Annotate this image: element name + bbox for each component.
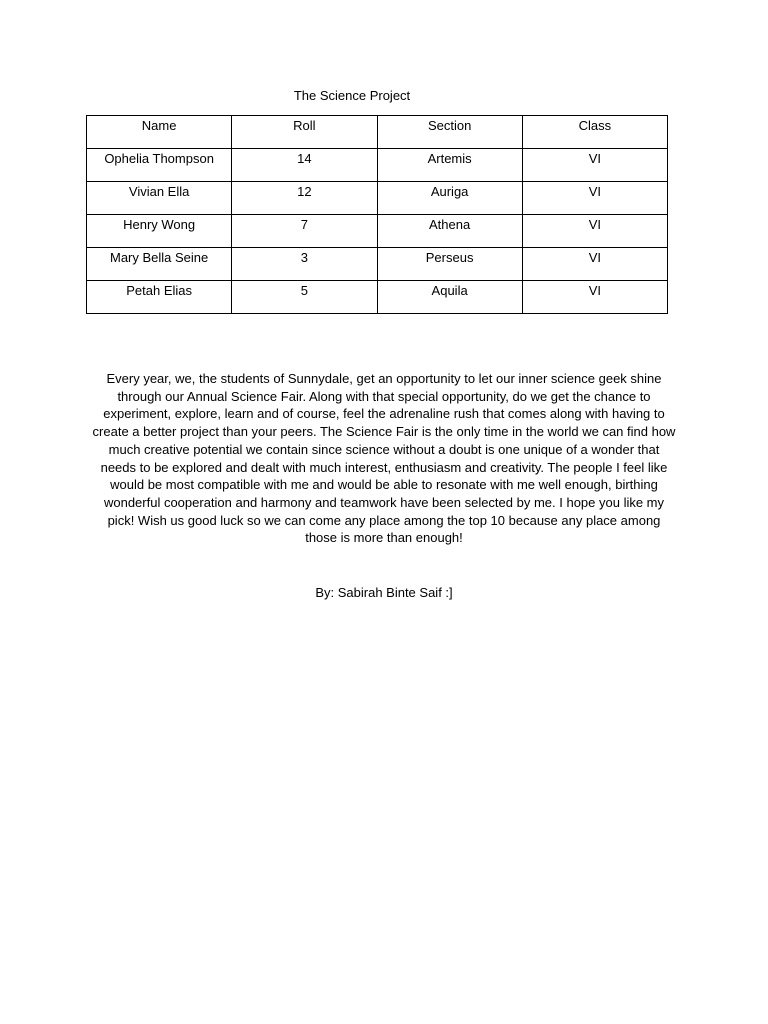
column-header-section: Section xyxy=(377,116,522,149)
cell-class: VI xyxy=(522,281,667,314)
cell-roll: 12 xyxy=(232,182,377,215)
cell-roll: 7 xyxy=(232,215,377,248)
table-row xyxy=(87,182,668,215)
cell-name: Mary Bella Seine xyxy=(87,248,232,281)
cell-section: Artemis xyxy=(377,149,522,182)
cell-section: Athena xyxy=(377,215,522,248)
table-row xyxy=(87,149,668,182)
cell-section: Aquila xyxy=(377,281,522,314)
column-header-class: Class xyxy=(522,116,667,149)
cell-name: Ophelia Thompson xyxy=(87,149,232,182)
cell-name: Petah Elias xyxy=(87,281,232,314)
cell-roll: 5 xyxy=(232,281,377,314)
cell-name: Henry Wong xyxy=(87,215,232,248)
table-row xyxy=(87,248,668,281)
cell-section: Auriga xyxy=(377,182,522,215)
student-table xyxy=(86,115,668,314)
cell-name: Vivian Ella xyxy=(87,182,232,215)
body-paragraph: Every year, we, the students of Sunnydale, get an opportunity to let our inner science geek shine through our Annual Science Fair. Along with that special opportunity, do we get the chance to experiment, explore, learn and of course, feel the adrenaline rush that comes along with having to create a better project than your peers. The Science Fair is the only time in the world we can find how much creative potential we contain since science without a doubt is one unique of a wonder that needs to be explored and dealt with much interest, enthusiasm and creativity. The people I feel like would be most compatible with me and would be able to resonate with me well enough, birthing wonderful cooperation and harmony and teamwork have been selected by me. I hope you like my pick! Wish us good luck so we can come any place among the top 10 because any place among those is more than enough! xyxy=(92,371,676,546)
page-title: The Science Project xyxy=(293,88,411,103)
table-row xyxy=(87,281,668,314)
cell-class: VI xyxy=(522,182,667,215)
table-header-row xyxy=(87,116,668,149)
table-row xyxy=(87,215,668,248)
column-header-name: Name xyxy=(87,116,232,149)
author-signature: By: Sabirah Binte Saif :] xyxy=(315,585,453,600)
cell-section: Perseus xyxy=(377,248,522,281)
cell-class: VI xyxy=(522,215,667,248)
cell-class: VI xyxy=(522,149,667,182)
column-header-roll: Roll xyxy=(232,116,377,149)
cell-class: VI xyxy=(522,248,667,281)
cell-roll: 14 xyxy=(232,149,377,182)
cell-roll: 3 xyxy=(232,248,377,281)
